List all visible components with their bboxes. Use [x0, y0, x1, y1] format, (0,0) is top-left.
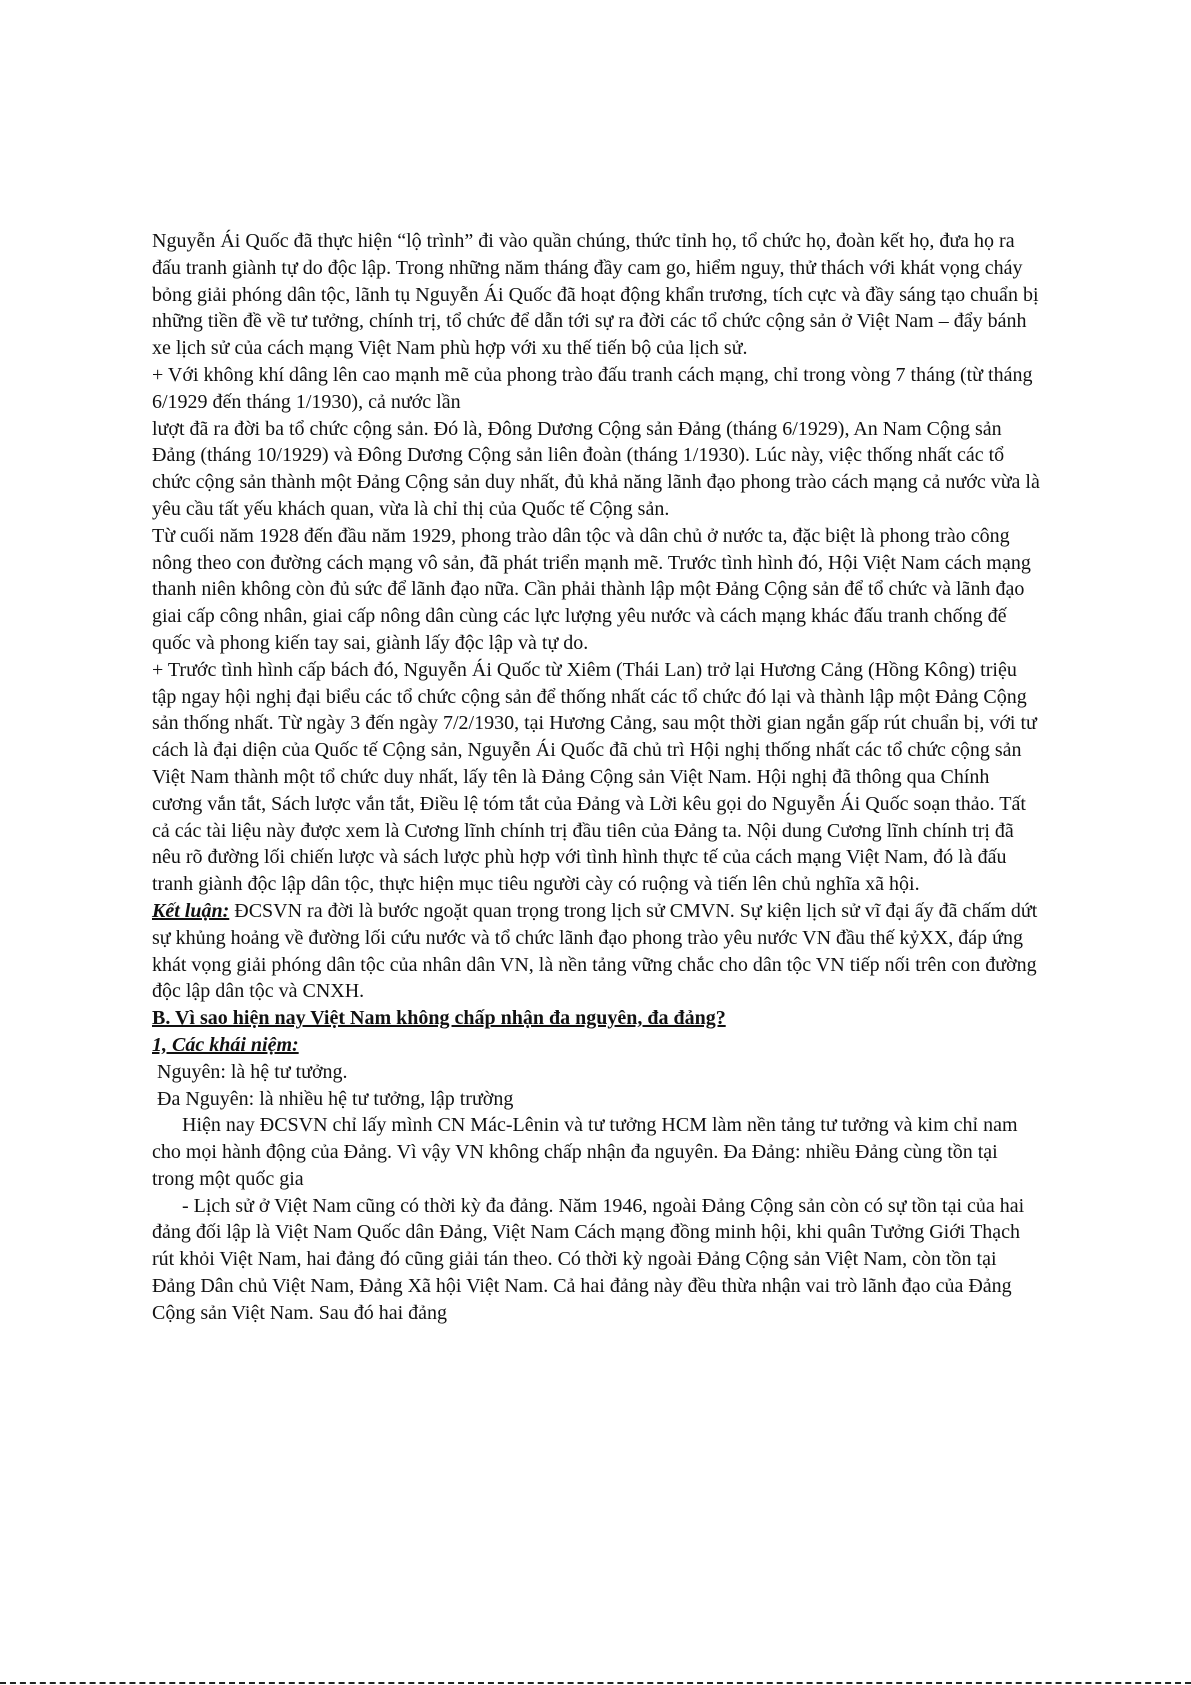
- paragraph-5: + Trước tình hình cấp bách đó, Nguyễn Ái Quốc từ Xiêm (Thái Lan) trở lại Hương Cảng (Hồng Kông) triệu tập ngay hội nghị đại biểu các tổ chức cộng sản để thống nhất các tổ chức đó lại và thành lập một Đảng Cộng sản thống nhất. Từ ngày 3 đến ngày 7/2/1930, tại Hương Cảng, sau một thời gian ngắn gấp rút chuẩn bị, với tư cách là đại diện của Quốc tế Cộng sản, Nguyễn Ái Quốc đã chủ trì Hội nghị thống nhất các tổ chức cộng sản Việt Nam thành một tổ chức duy nhất, lấy tên là Đảng Cộng sản Việt Nam. Hội nghị đã thông qua Chính cương vắn tắt, Sách lược vắn tắt, Điều lệ tóm tắt của Đảng và Lời kêu gọi do Nguyễn Ái Quốc soạn thảo. Tất cả các tài liệu này được xem là Cương lĩnh chính trị đầu tiên của Đảng ta. Nội dung Cương lĩnh chính trị đã nêu rõ đường lối chiến lược và sách lược phù hợp với tình hình thực tế của cách mạng Việt Nam, đó là đấu tranh giành độc lập dân tộc, thực hiện mục tiêu người cày có ruộng và tiến lên chủ nghĩa xã hội.: [152, 658, 1037, 896]
- conclusion-text: ĐCSVN ra đời là bước ngoặt quan trọng trong lịch sử CMVN. Sự kiện lịch sử vĩ đại ấy đã chấm dứt sự khủng hoảng về đường lối cứu nước và tổ chức lãnh đạo phong trào yêu nước VN đầu thế kỷXX, đáp ứng khát vọng giải phóng dân tộc của nhân dân VN, là nền tảng vững chắc cho dân tộc VN tiếp nối trên con đường độc lập dân tộc và CNXH.: [152, 899, 1038, 1003]
- definition-nguyen: Nguyên: là hệ tư tưởng.: [157, 1060, 348, 1083]
- definition-da-nguyen: Đa Nguyên: là nhiều hệ tư tưởng, lập trường: [157, 1087, 514, 1110]
- paragraph-6: Hiện nay ĐCSVN chỉ lấy mình CN Mác-Lênin và tư tưởng HCM làm nền tảng tư tưởng và kim chỉ nam cho mọi hành động của Đảng. Vì vậy VN không chấp nhận đa nguyên. Đa Đảng: nhiều Đảng cùng tồn tại trong một quốc gia: [152, 1114, 1018, 1190]
- subheading-concepts: 1, Các khái niệm:: [152, 1033, 299, 1056]
- page-bottom-border: [0, 1682, 1191, 1684]
- paragraph-1: Nguyễn Ái Quốc đã thực hiện “lộ trình” đi vào quần chúng, thức tỉnh họ, tổ chức họ, đoàn kết họ, đưa họ ra đấu tranh giành tự do độc lập. Trong những năm tháng đầy cam go, hiểm nguy, thử thách với khát vọng cháy bỏng giải phóng dân tộc, lãnh tụ Nguyễn Ái Quốc đã hoạt động khẩn trương, tích cực và đầy sáng tạo chuẩn bị những tiền đề về tư tưởng, chính trị, tổ chức để dẫn tới sự ra đời các tổ chức cộng sản ở Việt Nam – đẩy bánh xe lịch sử của cách mạng Việt Nam phù hợp với xu thế tiến bộ của lịch sử.: [152, 230, 1039, 360]
- paragraph-7: - Lịch sử ở Việt Nam cũng có thời kỳ đa đảng. Năm 1946, ngoài Đảng Cộng sản còn có sự tồn tại của hai đảng đối lập là Việt Nam Quốc dân Đảng, Việt Nam Cách mạng đồng minh hội, khi quân Tưởng Giới Thạch rút khỏi Việt Nam, hai đảng đó cũng giải tán theo. Có thời kỳ ngoài Đảng Cộng sản Việt Nam, còn tồn tại Đảng Dân chủ Việt Nam, Đảng Xã hội Việt Nam. Cả hai đảng này đều thừa nhận vai trò lãnh đạo của Đảng Cộng sản Việt Nam. Sau đó hai đảng: [152, 1194, 1025, 1324]
- paragraph-3: lượt đã ra đời ba tổ chức cộng sản. Đó là, Đông Dương Cộng sản Đảng (tháng 6/1929), An Nam Cộng sản Đảng (tháng 10/1929) và Đông Dương Cộng sản liên đoàn (tháng 1/1930). Lúc này, việc thống nhất các tổ chức cộng sản thành một Đảng Cộng sản duy nhất, đủ khả năng lãnh đạo phong trào cách mạng cả nước vừa là yêu cầu tất yếu khách quan, vừa là chỉ thị của Quốc tế Cộng sản.: [152, 417, 1040, 520]
- section-b-heading: B. Vì sao hiện nay Việt Nam không chấp nhận đa nguyên, đa đảng?: [152, 1007, 726, 1030]
- conclusion-paragraph: [152, 898, 1042, 1005]
- document-page: [152, 228, 1042, 1327]
- paragraph-2: + Với không khí dâng lên cao mạnh mẽ của phong trào đấu tranh cách mạng, chỉ trong vòng 7 tháng (từ tháng 6/1929 đến tháng 1/1930), cả nước lần: [152, 363, 1033, 413]
- conclusion-label: Kết luận:: [152, 899, 230, 922]
- paragraph-4: Từ cuối năm 1928 đến đầu năm 1929, phong trào dân tộc và dân chủ ở nước ta, đặc biệt là phong trào công nông theo con đường cách mạng vô sản, đã phát triển mạnh mẽ. Trước tình hình đó, Hội Việt Nam cách mạng thanh niên không còn đủ sức để lãnh đạo nữa. Cần phải thành lập một Đảng Cộng sản để tổ chức và lãnh đạo giai cấp công nhân, giai cấp nông dân cùng các lực lượng yêu nước và cách mạng khác đấu tranh chống đế quốc và phong kiến tay sai, giành lấy độc lập và tự do.: [152, 524, 1031, 654]
